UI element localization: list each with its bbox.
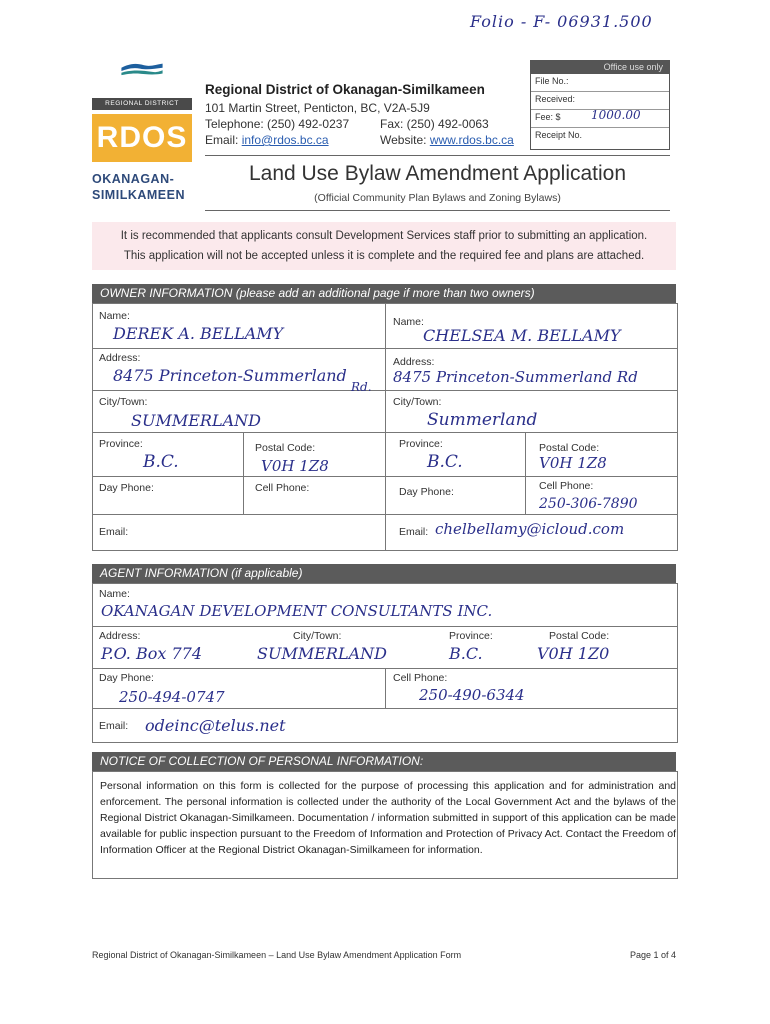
folio-number: Folio - F- 06931.500 — [470, 12, 653, 31]
owner2-address-label: Address: — [393, 356, 435, 368]
mountain-wave-icon — [92, 62, 192, 76]
office-fee-value: 1000.00 — [591, 108, 641, 122]
owner2-postal-label: Postal Code: — [539, 442, 600, 454]
agent-dayphone-label: Day Phone: — [99, 672, 154, 684]
owner-row-line-1 — [93, 348, 677, 349]
agent-row-line-3 — [93, 708, 677, 709]
owner1-postal-label: Postal Code: — [255, 442, 316, 454]
owner-row-line-3 — [93, 432, 677, 433]
owner2-province-field[interactable]: B.C. — [427, 452, 463, 472]
office-fee-label: Fee: $ — [535, 112, 561, 122]
owner-grid — [92, 303, 678, 551]
owner2-city-field[interactable]: Summerland — [427, 410, 538, 430]
org-fax: Fax: (250) 492-0063 — [380, 117, 489, 131]
owner1-address2-field[interactable]: Rd. — [351, 380, 372, 394]
agent-dayphone-field[interactable]: 250-494-0747 — [119, 688, 225, 706]
agent-name-label: Name: — [99, 588, 130, 600]
owner-row-line-4 — [93, 476, 677, 477]
owner1-province-field[interactable]: B.C. — [143, 452, 179, 472]
owner2-dayphone-label: Day Phone: — [399, 486, 454, 498]
owner1-postal-field[interactable]: V0H 1Z8 — [261, 457, 329, 475]
agent-row-line-1 — [93, 626, 677, 627]
agent-postal-label: Postal Code: — [549, 630, 610, 642]
agent-cellphone-label: Cell Phone: — [393, 672, 448, 684]
agent-province-label: Province: — [449, 630, 493, 642]
logo-rdos: RDOS — [92, 114, 192, 162]
org-website-link[interactable]: www.rdos.bc.ca — [429, 133, 514, 147]
collection-section-header: NOTICE OF COLLECTION OF PERSONAL INFORMATION: — [92, 752, 676, 771]
owner1-dayphone-label: Day Phone: — [99, 482, 154, 494]
owner-row-line-5 — [93, 514, 677, 515]
org-website-row — [380, 133, 514, 147]
agent-city-label: City/Town: — [293, 630, 342, 642]
recommendation-line-2: This application will not be accepted unless it is complete and the required fee and plans are attached. — [123, 250, 645, 262]
office-file-no: File No.: — [531, 74, 669, 92]
form-subtitle: (Official Community Plan Bylaws and Zoning Bylaws) — [314, 192, 561, 204]
agent-phone-divider — [385, 668, 386, 708]
agent-email-label: Email: — [99, 720, 129, 732]
agent-postal-field[interactable]: V0H 1Z0 — [537, 644, 610, 663]
owner1-address-label: Address: — [99, 352, 141, 364]
owner2-postal-field[interactable]: V0H 1Z8 — [539, 454, 607, 472]
owner1-email-label: Email: — [99, 526, 129, 538]
owner2-cellphone-label: Cell Phone: — [539, 480, 594, 492]
owner1-province-label: Province: — [99, 438, 143, 450]
owner2-email-label: Email: — [399, 526, 429, 538]
owner1-name-field[interactable]: DEREK A. BELLAMY — [113, 324, 284, 343]
agent-address-label: Address: — [99, 630, 141, 642]
owner2-name-label: Name: — [393, 316, 424, 328]
footer-form-name: Regional District of Okanagan-Similkameen – Land Use Bylaw Amendment Application Form — [92, 950, 462, 960]
owner2-city-label: City/Town: — [393, 396, 442, 408]
owner1-name-label: Name: — [99, 310, 130, 322]
logo-band: REGIONAL DISTRICT — [92, 98, 192, 110]
owner1-city-label: City/Town: — [99, 396, 148, 408]
office-use-box — [530, 60, 670, 150]
owner1-city-field[interactable]: SUMMERLAND — [131, 411, 261, 430]
org-email-link[interactable]: info@rdos.bc.ca — [241, 133, 329, 147]
title-rule-top — [205, 155, 670, 156]
agent-province-field[interactable]: B.C. — [449, 644, 483, 663]
owner2-email-field[interactable]: chelbellamy@icloud.com — [435, 520, 625, 538]
office-received: Received: — [531, 92, 669, 110]
agent-name-field[interactable]: OKANAGAN DEVELOPMENT CONSULTANTS INC. — [101, 602, 493, 620]
owner1-cellphone-label: Cell Phone: — [255, 482, 310, 494]
owner2-postal-divider — [525, 432, 526, 514]
owner2-province-label: Province: — [399, 438, 443, 450]
logo-sub1: OKANAGAN- — [92, 172, 175, 186]
owner1-postal-divider — [243, 432, 244, 514]
agent-section-header: AGENT INFORMATION (if applicable) — [92, 564, 676, 583]
form-title: Land Use Bylaw Amendment Application — [248, 162, 627, 185]
rdos-logo — [92, 62, 192, 212]
owner-row-line-2 — [93, 390, 677, 391]
org-website-label: Website: — [380, 133, 430, 147]
recommendation-line-1: It is recommended that applicants consult Development Services staff prior to submitting an application. — [120, 230, 648, 242]
office-use-header: Office use only — [531, 61, 669, 74]
agent-city-field[interactable]: SUMMERLAND — [257, 644, 387, 663]
owner2-name-field[interactable]: CHELSEA M. BELLAMY — [423, 326, 621, 345]
office-fee-row — [531, 110, 669, 128]
owner1-address-field[interactable]: 8475 Princeton-Summerland — [113, 366, 347, 385]
org-email-row — [205, 133, 329, 147]
collection-paragraph: Personal information on this form is collected for the purpose of processing this application and for administration and enforcement. The personal information is collected under the authority of the Local Government Act and the bylaws of the Regional District Okanagan-Similkameen. Documentation / information submitted in support of this application can be made available for public inspection pursuant to the Freedom of Information and Protection of Privacy Act. Contact the Freedom of Information Officer at the Regional District Okanagan-Similkameen for information. — [100, 780, 676, 856]
title-rule-bottom — [205, 210, 670, 211]
owner2-cellphone-field[interactable]: 250-306-7890 — [539, 496, 638, 512]
agent-address-field[interactable]: P.O. Box 774 — [101, 644, 202, 663]
owner-section-header: OWNER INFORMATION (please add an additional page if more than two owners) — [92, 284, 676, 303]
logo-sub2: SIMILKAMEEN — [92, 188, 185, 202]
org-email-label: Email: — [205, 133, 242, 147]
agent-grid — [92, 583, 678, 743]
org-name: Regional District of Okanagan-Similkameen — [205, 82, 485, 97]
agent-cellphone-field[interactable]: 250-490-6344 — [419, 686, 525, 704]
agent-email-field[interactable]: odeinc@telus.net — [145, 716, 286, 735]
footer-page-number: Page 1 of 4 — [630, 950, 677, 960]
office-receipt: Receipt No. — [535, 130, 583, 140]
org-telephone: Telephone: (250) 492-0237 — [205, 117, 350, 131]
owner2-address-field[interactable]: 8475 Princeton-Summerland Rd — [393, 368, 638, 386]
org-address: 101 Martin Street, Penticton, BC, V2A-5J9 — [205, 101, 430, 115]
